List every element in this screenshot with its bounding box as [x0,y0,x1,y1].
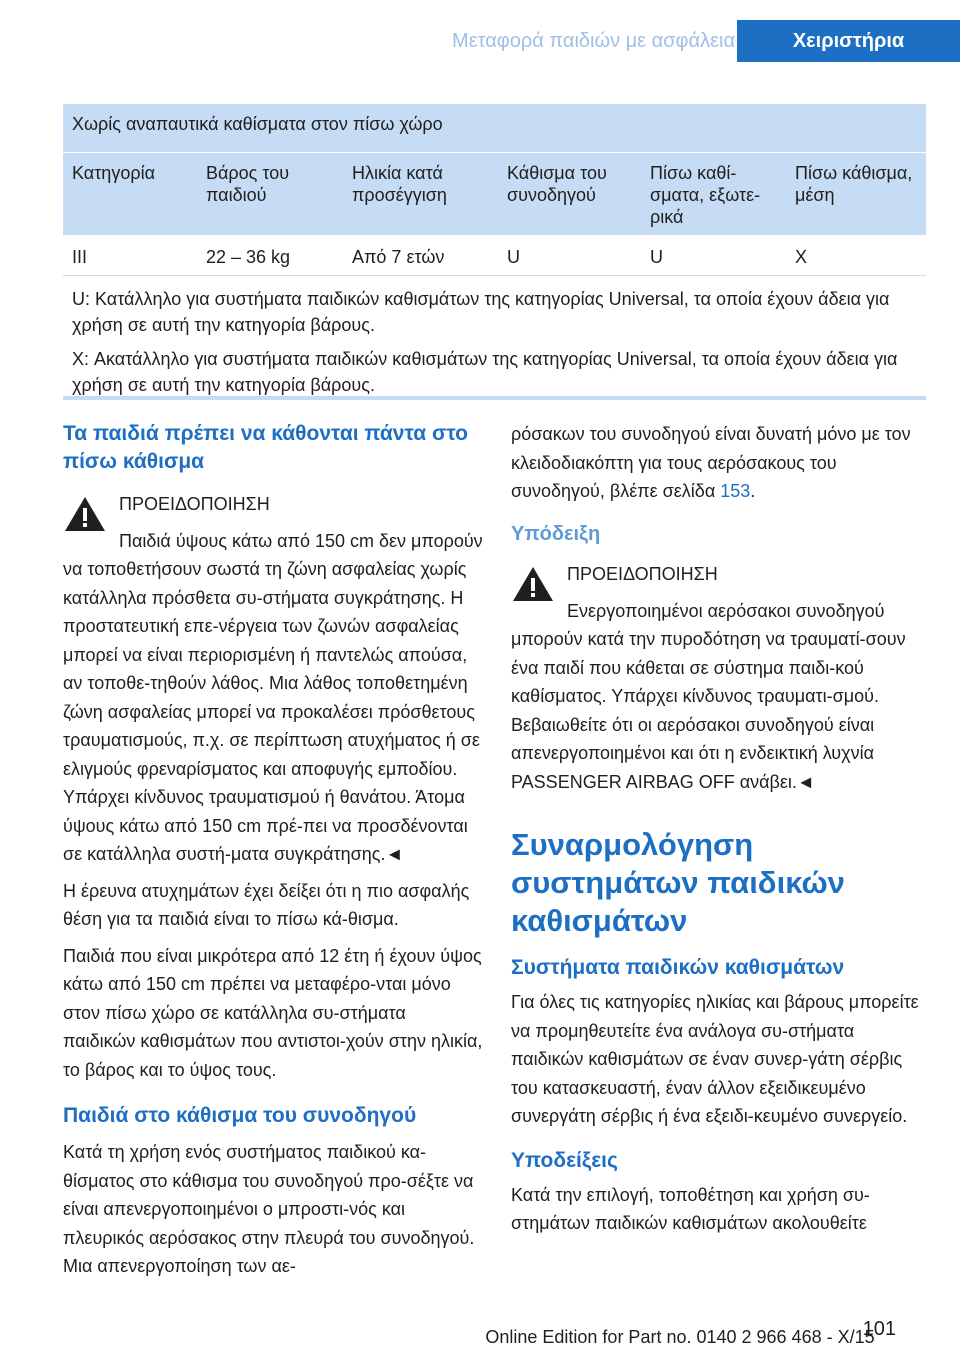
warning-text: Ενεργοποιημένοι αερόσακοι συνοδηγού μπορούν κατά την πυροδότηση να τραυματί-σουν ένα παιδί που κάθεται σε σύστημα παιδι-κού καθίσματος. Υπάρχει κίνδυνος τραυματι-σμού. Βεβαιωθείτε ότι οι αερόσακοι συνοδηγού είναι απενεργοποιημένοι και ότι η ενδεικτική λυχνία PASSENGER AIRBAG OFF ανάβει.◄ [511,600,906,792]
table-bottom-rule [63,396,926,400]
header-cell-front-seat: Κάθισμα του συνοδηγού [507,163,607,205]
hint-heading: Υπόδειξη [511,522,601,545]
table-cell: U [650,247,663,267]
body-paragraph [511,420,931,506]
paragraph-text: ρόσακων του συνοδηγού είναι δυνατή μόνο με τον κλειδοδιακόπτη για τους αερόσακους του συνοδηγού, βλέπε σελίδα [511,424,911,501]
warning-triangle-icon [511,564,555,604]
edition-footer: Online Edition for Part no. 0140 2 966 468 - X/15 [485,1327,875,1347]
section-heading: Τα παιδιά πρέπει να κάθονται πάντα στο πίσω κάθισμα [63,422,468,473]
warning-title: ΠΡΟΕΙΔΟΠΟΙΗΣΗ [119,494,270,514]
warning-triangle-icon [63,494,107,534]
section-heading: Υποδείξεις [511,1148,618,1172]
table-header-row [63,152,926,235]
body-paragraph: Η έρευνα ατυχημάτων έχει δείξει ότι η πιο ασφαλής θέση για τα παιδιά είναι το πίσω κά-θισμα. [63,880,470,929]
paragraph-text: . [750,481,756,501]
warning-block [63,490,483,869]
table-cell: X [795,247,808,267]
section-heading: Παιδιά στο κάθισμα του συνοδηγού [63,1104,417,1127]
warning-text: Παιδιά ύψους κάτω από 150 cm δεν μπορούν να τοποθετήσουν σωστά τη ζώνη ασφαλείας χωρίς κατάλληλα πρόσθετα συ-στήματα συγκράτησης. Η προστατευτική επε-νέργεια των ζωνών ασφαλείας μπορεί να είναι περιορισμένη ή παντελώς απούσα, αν τοποθε-τηθούν λάθος. Μια λάθος τοποθετημένη ζώνη ασφαλείας μπορεί να προκαλέσει πρόσθετους τραυματισμούς, π.χ. σε περίπτωση ατυχήματος ή σε ελιγμούς φρεναρίσματος και αποφυγής εμποδίου. Υπάρχει κίνδυνος τραυματισμού ή θανάτου. Άτομα ύψους κάτω από 150 cm πρέ-πει να προσδένονται σε κατάλληλα συστή-ματα συγκράτησης.◄ [63,530,483,864]
table-note: U: Κατάλληλο για συστήματα παιδικών καθισμάτων της κατηγορίας Universal, τα οποία έχουν άδεια για χρήση σε αυτή την κατηγορία βάρους. [72,289,890,335]
body-paragraph: Κατά τη χρήση ενός συστήματος παιδικού κα-θίσματος στο κάθισμα του συνοδηγού προ-σέξτε να είναι απενεργοποιημένοι ο μπροστι-νός και πλευρικός αερόσακος στην πλευρά του συνοδηγού. Μια απενεργοποίηση των αε- [63,1142,475,1276]
child-seat-table [63,104,926,406]
page-number: 101 [862,1318,896,1340]
section-title: Μεταφορά παιδιών με ασφάλεια [452,30,735,52]
page-header [0,0,960,62]
body-paragraph: Για όλες τις κατηγορίες ηλικίας και βάρους μπορείτε να προμηθευτείτε ένα ανάλογα συ-στήματα παιδικών καθισμάτων σε έναν συνερ-γάτη σέρβις του κατασκευαστή, έναν άλλον εξειδικευμένο συνεργάτη σέρβις ή ένα εξειδι-κευμένο συνεργείο. [511,992,919,1126]
right-column [511,420,931,1246]
header-cell-age: Ηλικία κατά προσέγγιση [352,163,447,205]
chapter-heading: Συναρμολόγηση συστημάτων παιδικών καθισμάτων [511,827,845,938]
header-cell-category: Κατηγορία [72,163,155,183]
table-cell: 22 – 36 kg [206,247,291,267]
table-cell: Από 7 ετών [352,247,445,267]
table-row [63,235,926,276]
body-paragraph: Κατά την επιλογή, τοποθέτηση και χρήση συ-στημάτων παιδικών καθισμάτων ακολουθείτε [511,1184,870,1233]
header-cell-weight: Βάρος του παιδιού [206,163,290,205]
table-cell: III [72,247,88,267]
table-note: X: Ακατάλληλο για συστήματα παιδικών καθισμάτων της κατηγορίας Universal, τα οποία έχουν άδεια για χρήση σε αυτή την κατηγορία βάρους. [72,349,898,395]
header-cell-rear-middle: Πίσω κάθισμα, μέση [795,163,913,205]
section-heading: Συστήματα παιδικών καθισμάτων [511,956,845,979]
table-notes [63,276,926,398]
chapter-tab[interactable]: Χειριστήρια [737,20,960,62]
header-cell-rear-outer: Πίσω καθί-σματα, εξωτε-ρικά [650,163,761,227]
left-column [63,420,483,1289]
warning-title: ΠΡΟΕΙΔΟΠΟΙΗΣΗ [567,564,718,584]
table-caption: Χωρίς αναπαυτικά καθίσματα στον πίσω χώρο [72,114,443,134]
page-reference-link[interactable]: 153 [720,481,751,501]
table-header [63,104,926,235]
warning-block [511,560,931,796]
body-paragraph: Παιδιά που είναι μικρότερα από 12 έτη ή έχουν ύψος κάτω από 150 cm πρέπει να μεταφέρο-νται μόνο στον πίσω χώρο σε κατάλληλα συ-στήματα παιδικών καθισμάτων που αντιστοι-χούν στην ηλικία, το βάρος και το ύψος τους. [63,945,483,1080]
table-cell: U [507,247,520,267]
